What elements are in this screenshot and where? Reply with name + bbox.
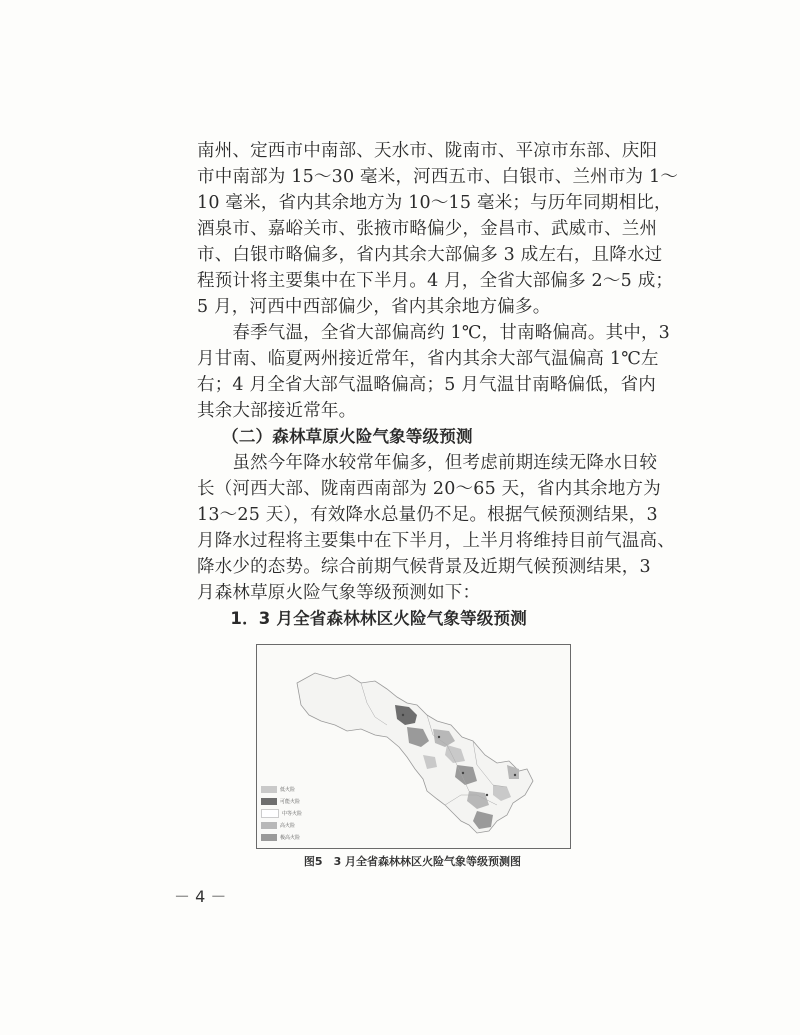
body-line: 10 毫米，省内其余地方为 10～15 毫米；与历年同期相比， [197, 193, 672, 213]
legend-swatch [261, 834, 277, 841]
fire-risk-map [256, 644, 571, 849]
section-heading: （二）森林草原火险气象等级预测 [197, 427, 473, 446]
legend-item [261, 783, 321, 795]
section-line: 13～25 天），有效降水总量仍不足。根据气候预测结果，3 [197, 505, 658, 525]
body-line: 南州、定西市中南部、天水市、陇南市、平凉市东部、庆阳 [197, 141, 658, 161]
section-line: 虽然今年降水较常年偏多，但考虑前期连续无降水日较 [197, 453, 658, 473]
legend-swatch [261, 786, 277, 793]
legend-item [261, 807, 321, 819]
map-legend [261, 783, 321, 843]
legend-swatch [261, 822, 277, 829]
body-line: 月甘南、临夏两州接近常年，省内其余大部气温偏高 1℃左 [197, 349, 659, 369]
section-line: 月森林草原火险气象等级预测如下： [197, 583, 481, 603]
subheading: 1．3 月全省森林林区火险气象等级预测 [197, 609, 527, 628]
legend-swatch [261, 798, 277, 805]
body-line: 市、白银市略偏多，省内其余大部偏多 3 成左右，且降水过 [197, 245, 663, 265]
legend-label: 中等火险 [282, 810, 303, 817]
legend-label: 低火险 [280, 786, 296, 793]
legend-item [261, 831, 321, 843]
legend-label: 极高火险 [280, 834, 301, 841]
body-line: 程预计将主要集中在下半月。4 月，全省大部偏多 2～5 成； [197, 271, 674, 291]
section-line: 降水少的态势。综合前期气候背景及近期气候预测结果，3 [197, 557, 651, 577]
body-line: 春季气温，全省大部偏高约 1℃，甘南略偏高。其中，3 [197, 323, 671, 343]
section-line: 月降水过程将主要集中在下半月，上半月将维持目前气温高、 [197, 531, 675, 551]
legend-swatch [261, 809, 279, 818]
legend-label: 高火险 [280, 822, 296, 829]
body-line: 右；4 月全省大部气温略偏高；5 月气温甘南略偏低，省内 [197, 375, 656, 395]
body-line: 酒泉市、嘉峪关市、张掖市略偏少，金昌市、武威市、兰州 [197, 219, 658, 239]
body-line: 5 月，河西中西部偏少，省内其余地方偏多。 [197, 297, 551, 317]
body-line: 其余大部接近常年。 [197, 401, 357, 421]
legend-label: 可能火险 [280, 798, 301, 805]
body-line: 市中南部为 15～30 毫米，河西五市、白银市、兰州市为 1～ [197, 167, 679, 187]
body-text [197, 138, 679, 632]
page-number: － 4 － [174, 887, 227, 906]
figure-caption: 图5 3 月全省森林林区火险气象等级预测图 [303, 855, 522, 868]
legend-item [261, 819, 321, 831]
legend-item [261, 795, 321, 807]
section-line: 长（河西大部、陇南西南部为 20～65 天，省内其余地方为 [197, 479, 661, 499]
